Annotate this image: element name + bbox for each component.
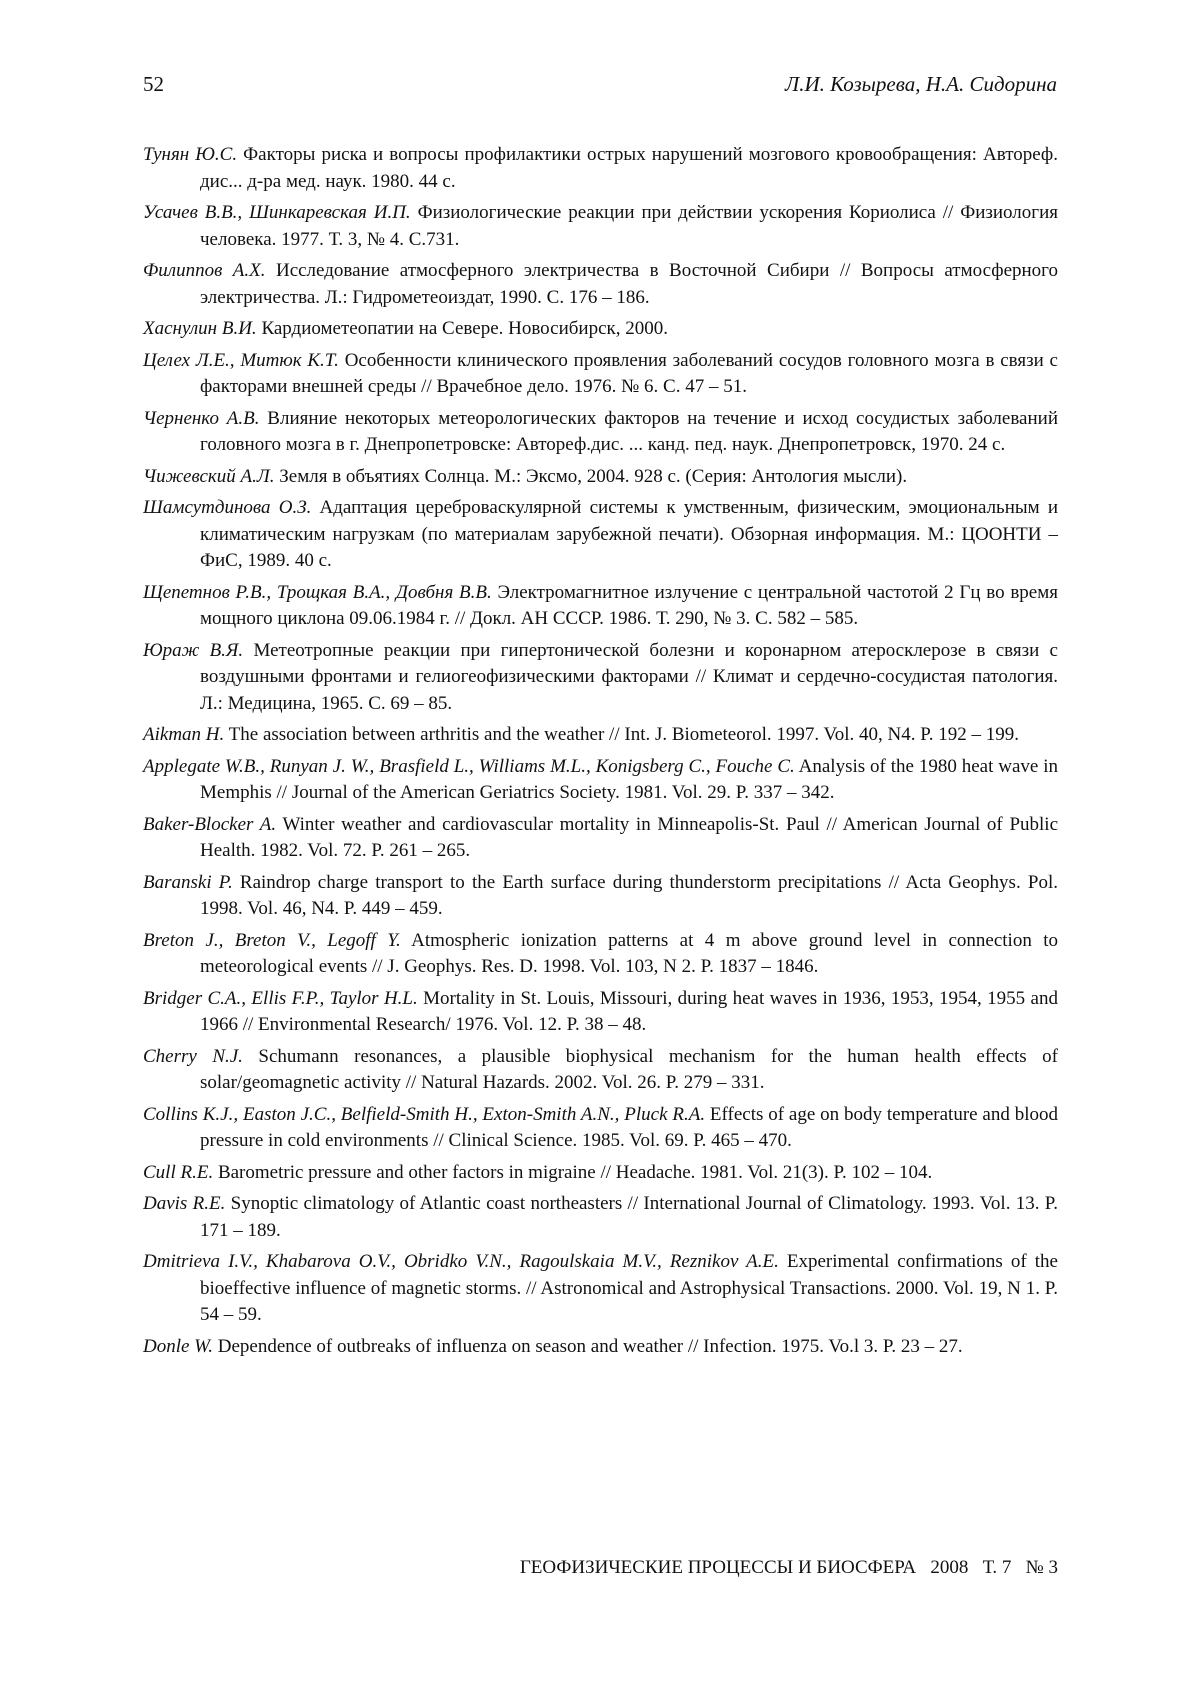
reference-text: Земля в объятиях Солнца. М.: Эксмо, 2004. 928 с. (Серия: Антология мысли).	[274, 465, 908, 487]
reference-entry	[143, 580, 1058, 633]
reference-entry	[143, 258, 1058, 311]
reference-entry	[143, 348, 1058, 401]
reference-entry	[143, 638, 1058, 718]
reference-entry	[143, 200, 1058, 253]
reference-text: The association between arthritis and the weather // Int. J. Biometeorol. 1997. Vol. 40, N4. P. 192 – 199.	[224, 724, 1019, 745]
reference-authors: Donle W.	[143, 1335, 214, 1357]
reference-text: Метеотропные реакции при гипертонической болезни и коронарном атеросклерозе в связи с воздушными фронтами и гелиогеофизическими факторами // Климат и сердечно-сосудистая патология. Л.: Медицина, 1965. С. 69 – 85.	[200, 639, 1058, 714]
reference-entry	[143, 1249, 1058, 1329]
reference-text: Winter weather and cardiovascular mortality in Minneapolis-St. Paul // American Journal of Public Health. 1982. Vol. 72. P. 261 – 265.	[200, 813, 1058, 861]
reference-entry	[143, 495, 1058, 575]
reference-text: Влияние некоторых метеорологических факторов на течение и исход сосудистых заболеваний головного мозга в г. Днепропетровске: Автореф.дис. ... канд. пед. наук. Днепропетровск, 1970. 24 с.	[200, 407, 1058, 455]
reference-text: Исследование атмосферного электричества в Восточной Сибири // Вопросы атмосферного электричества. Л.: Гидрометеоиздат, 1990. С. 176 – 186.	[200, 260, 1059, 308]
reference-entry	[143, 142, 1058, 195]
reference-text: Effects of age on body temperature and blood pressure in cold environments // Clinical Science. 1985. Vol. 69. P. 465 – 470.	[200, 1103, 1058, 1151]
reference-authors: Юраж В.Я.	[143, 639, 244, 661]
reference-text: Experimental confirmations of the bioeffective influence of magnetic storms. // Astronomical and Astrophysical Transactions. 2000. Vol. 19, N 1. P. 54 – 59.	[200, 1251, 1058, 1325]
reference-entry	[143, 1044, 1058, 1097]
reference-authors: Baranski P.	[143, 871, 233, 893]
reference-authors: Baker-Blocker A.	[143, 813, 277, 835]
reference-text: Факторы риска и вопросы профилактики острых нарушений мозгового кровообращения: Автореф. дис... д-ра мед. наук. 1980. 44 с.	[200, 144, 1058, 192]
footer-journal: ГЕОФИЗИЧЕСКИЕ ПРОЦЕССЫ И БИОСФЕРА	[519, 1557, 917, 1578]
reference-authors: Cull R.E.	[143, 1161, 214, 1183]
reference-text: Адаптация цереброваскулярной системы к умственным, физическим, эмоциональным и климатическим нагрузкам (по материалам зарубежной печати). Обзорная информация. М.: ЦООНТИ – ФиС, 1989. 40 с.	[200, 497, 1059, 571]
reference-entry	[143, 1160, 1058, 1187]
reference-entry	[143, 1334, 1058, 1361]
reference-text: Atmospheric ionization patterns at 4 m above ground level in connection to meteorological events // J. Geophys. Res. D. 1998. Vol. 103, N 2. P. 1837 – 1846.	[200, 929, 1059, 977]
reference-authors: Cherry N.J.	[143, 1045, 243, 1067]
reference-authors: Collins K.J., Easton J.C., Belfield-Smith H., Exton-Smith A.N., Pluck R.A.	[143, 1103, 706, 1125]
reference-authors: Щепетнов Р.В., Трощкая В.А., Довбня В.В.	[143, 581, 492, 603]
reference-entry	[143, 406, 1058, 459]
reference-authors: Усачев В.В., Шинкаревская И.П.	[143, 202, 411, 223]
reference-entry	[143, 464, 1058, 491]
reference-list	[143, 142, 1058, 1365]
footer-volume: Т. 7	[982, 1557, 1012, 1578]
running-head-authors: Л.И. Козырева, Н.А. Сидорина	[784, 72, 1057, 96]
reference-text: Mortality in St. Louis, Missouri, during heat waves in 1936, 1953, 1954, 1955 and 1966 // Environmental Research/ 1976. Vol. 12. P. 38 – 48.	[200, 987, 1058, 1035]
reference-entry	[143, 812, 1058, 865]
reference-text: Synoptic climatology of Atlantic coast northeasters // International Journal of Climatology. 1993. Vol. 13. P. 171 – 189.	[200, 1193, 1058, 1241]
reference-text: Schumann resonances, a plausible biophysical mechanism for the human health effects of solar/geomagnetic activity // Natural Hazards. 2002. Vol. 26. P. 279 – 331.	[200, 1045, 1059, 1093]
reference-entry	[143, 870, 1058, 923]
reference-authors: Филиппов А.Х.	[143, 260, 266, 281]
reference-text: Кардиометеопатии на Севере. Новосибирск, 2000.	[256, 318, 669, 339]
page-footer	[520, 1557, 1058, 1579]
reference-text: Особенности клинического проявления заболеваний сосудов головного мозга в связи с факторами внешней среды // Врачебное дело. 1976. № 6. С. 47 – 51.	[200, 349, 1058, 397]
reference-authors: Черненко А.В.	[143, 407, 260, 429]
reference-authors: Хаснулин В.И.	[143, 318, 257, 339]
reference-entry	[143, 316, 1058, 343]
reference-authors: Чижевский А.Л.	[143, 465, 275, 487]
reference-entry	[143, 986, 1058, 1039]
page-number: 52	[143, 72, 164, 96]
reference-entry	[143, 1191, 1058, 1244]
reference-authors: Dmitrieva I.V., Khabarova O.V., Obridko V.N., Ragoulskaia M.V., Reznikov A.E.	[143, 1251, 779, 1272]
reference-authors: Bridger C.A., Ellis F.P., Taylor H.L.	[143, 987, 418, 1009]
reference-entry	[143, 1102, 1058, 1155]
reference-text: Raindrop charge transport to the Earth surface during thunderstorm precipitations // Acta Geophys. Pol. 1998. Vol. 46, N4. P. 449 – 459.	[200, 871, 1058, 919]
reference-authors: Davis R.E.	[143, 1193, 226, 1214]
reference-text: Analysis of the 1980 heat wave in Memphis // Journal of the American Geriatrics Society. 1981. Vol. 29. P. 337 – 342.	[200, 755, 1058, 803]
reference-entry	[143, 722, 1058, 749]
reference-entry	[143, 928, 1058, 981]
reference-authors: Breton J., Breton V., Legoff Y.	[143, 929, 401, 951]
footer-year: 2008	[930, 1557, 969, 1578]
reference-text: Dependence of outbreaks of influenza on season and weather // Infection. 1975. Vo.l 3. P. 23 – 27.	[213, 1335, 963, 1357]
reference-text: Электромагнитное излучение с центральной частотой 2 Гц во время мощного циклона 09.06.1984 г. // Докл. АН СССР. 1986. Т. 290, № 3. С. 582 – 585.	[200, 581, 1058, 629]
reference-authors: Целех Л.Е., Митюк К.Т.	[143, 349, 339, 371]
reference-authors: Applegate W.B., Runyan J. W., Brasfield L., Williams M.L., Konigsberg C., Fouche C.	[143, 755, 795, 777]
reference-authors: Aikman H.	[143, 724, 225, 745]
reference-text: Физиологические реакции при действии ускорения Кориолиса // Физиология человека. 1977. Т. 3, № 4. С.731.	[200, 202, 1058, 250]
footer-issue: № 3	[1025, 1557, 1058, 1578]
page-header	[143, 72, 1057, 102]
reference-text: Barometric pressure and other factors in migraine // Headache. 1981. Vol. 21(3). P. 102 – 104.	[213, 1161, 933, 1183]
reference-entry	[143, 754, 1058, 807]
reference-authors: Тунян Ю.С.	[143, 144, 238, 165]
reference-authors: Шамсутдинова О.З.	[143, 497, 312, 518]
